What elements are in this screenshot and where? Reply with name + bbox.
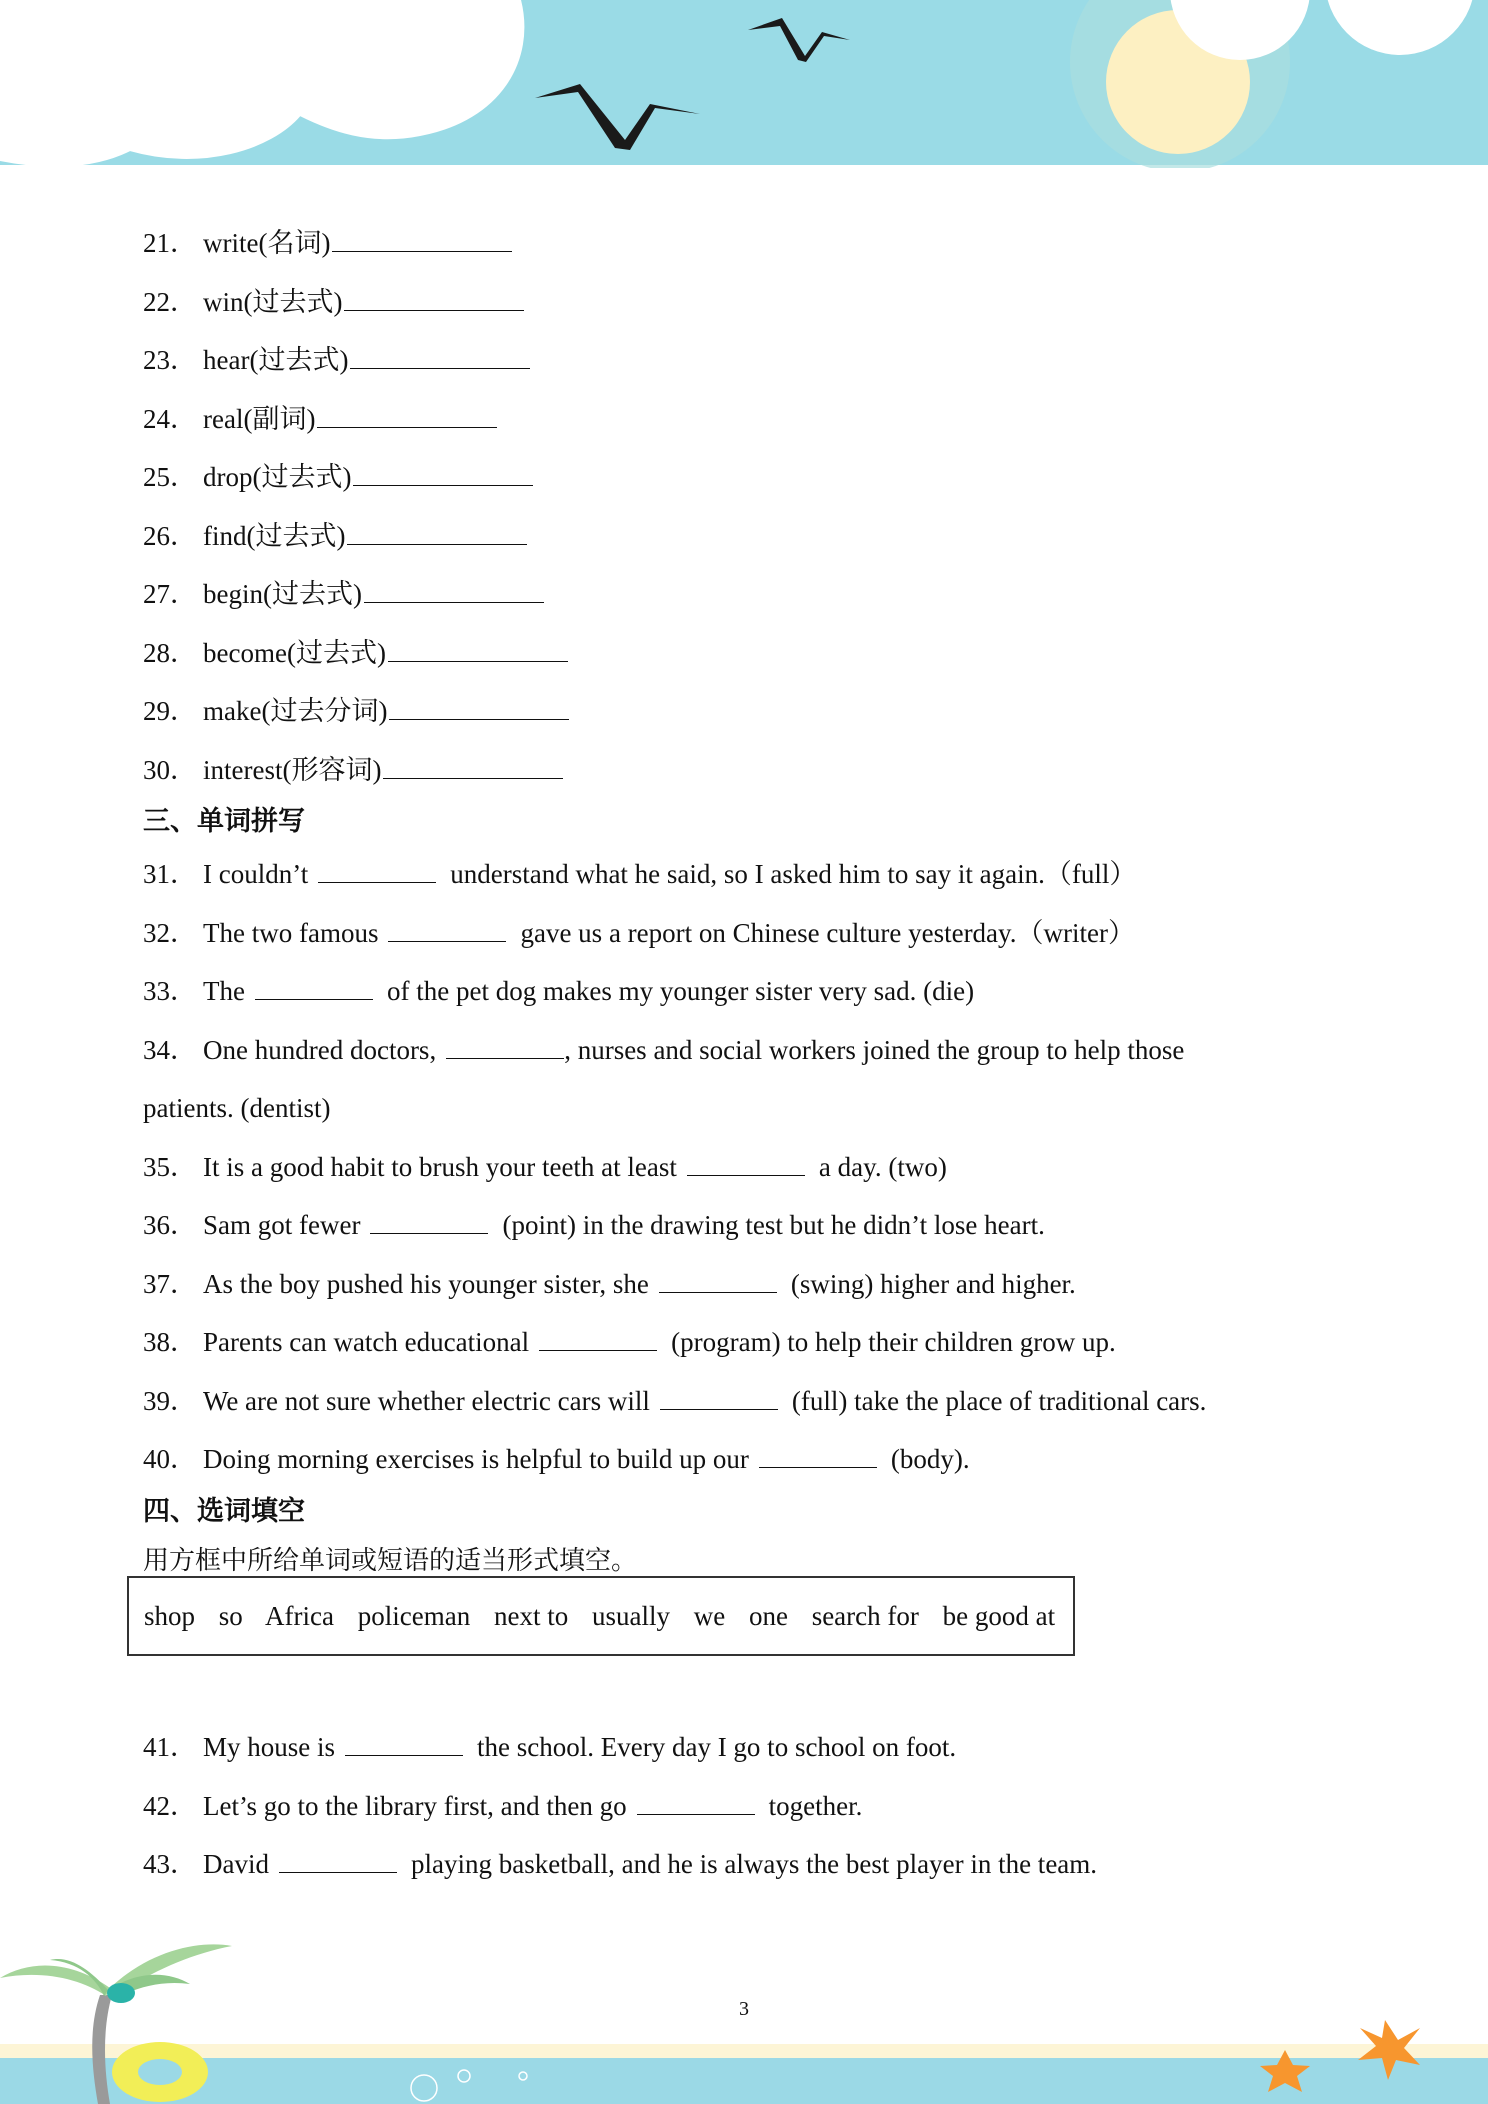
word-choice-questions [143, 1718, 1343, 1894]
question-35 [143, 1138, 1343, 1197]
answer-blank[interactable] [317, 409, 497, 428]
question-number: 23． [143, 345, 197, 375]
question-number: 24． [143, 403, 197, 434]
question-41 [143, 1718, 1343, 1777]
word-bank-item: so [218, 1601, 243, 1631]
question-prompt: drop(过去式) [203, 462, 352, 492]
question-number: 34． [143, 1034, 197, 1065]
question-text-before: We are not sure whether electric cars will [203, 1385, 650, 1416]
answer-blank[interactable] [759, 1449, 877, 1468]
section-heading-word-choice: 四、选词填空 [143, 1495, 305, 1527]
question-prompt: become(过去式) [203, 637, 386, 668]
answer-blank[interactable] [383, 760, 563, 779]
question-text-after: a day. (two) [818, 1151, 947, 1182]
question-text-after: (point) in the drawing test but he didn’t lose heart. [502, 1210, 1045, 1240]
question-text-after: of the pet dog makes my younger sister very sad. (die) [386, 976, 975, 1006]
question-31 [143, 845, 1343, 904]
question-text-after: together. [768, 1790, 863, 1821]
question-number: 40． [143, 1444, 197, 1474]
question-text-after: (body). [890, 1444, 970, 1474]
question-text-before: It is a good habit to brush your teeth at least [203, 1151, 677, 1182]
question-number: 37． [143, 1268, 197, 1299]
answer-blank[interactable] [660, 1391, 778, 1410]
question-text-before: My house is [203, 1732, 336, 1762]
question-39 [143, 1372, 1343, 1431]
question-23 [143, 331, 1343, 390]
question-text-before: Let’s go to the library first, and then go [203, 1790, 627, 1821]
question-number: 25． [143, 462, 197, 492]
answer-blank[interactable] [350, 350, 530, 369]
question-number: 41． [143, 1732, 197, 1762]
page-number: 3 [739, 1998, 749, 2020]
question-prompt: hear(过去式) [203, 345, 349, 375]
word-bank-item: shop [144, 1601, 196, 1631]
question-43 [143, 1835, 1343, 1894]
question-33 [143, 962, 1343, 1021]
answer-blank[interactable] [446, 1040, 564, 1059]
question-number: 21． [143, 228, 197, 258]
question-text-before: David [203, 1849, 269, 1879]
question-text-after: the school. Every day I go to school on foot. [477, 1732, 957, 1762]
question-text-before: The [203, 976, 245, 1006]
question-28 [143, 624, 1343, 683]
question-number: 29． [143, 696, 197, 726]
question-prompt: begin(过去式) [203, 579, 362, 609]
question-number: 36． [143, 1210, 197, 1240]
question-30 [143, 741, 1343, 800]
question-text-after: (program) to help their children grow up. [671, 1327, 1116, 1357]
question-text-after: understand what he said, so I asked him to say it again.（full） [450, 859, 1137, 889]
question-prompt: write(名词) [203, 228, 331, 258]
answer-blank[interactable] [539, 1332, 657, 1351]
question-27 [143, 565, 1343, 624]
question-37 [143, 1255, 1343, 1314]
question-prompt: find(过去式) [203, 520, 346, 551]
question-number: 32． [143, 917, 197, 948]
answer-blank[interactable] [388, 643, 568, 662]
question-text-before: The two famous [203, 917, 379, 948]
worksheet-content [143, 214, 1343, 1587]
question-number: 38． [143, 1327, 197, 1357]
question-text-before: As the boy pushed his younger sister, she [203, 1268, 649, 1299]
question-number: 39． [143, 1385, 197, 1416]
question-26 [143, 507, 1343, 566]
word-bank-item: Africa [265, 1601, 334, 1631]
question-34-continuation: patients. (dentist) [143, 1093, 331, 1123]
answer-blank[interactable] [344, 292, 524, 311]
question-text-before: Doing morning exercises is helpful to build up our [203, 1444, 749, 1474]
question-number: 27． [143, 579, 197, 609]
question-number: 30． [143, 754, 197, 785]
word-bank-item: search for [811, 1601, 919, 1631]
answer-blank[interactable] [332, 233, 512, 252]
question-29 [143, 682, 1343, 741]
answer-blank[interactable] [388, 923, 506, 942]
question-21 [143, 214, 1343, 273]
question-number: 42． [143, 1790, 197, 1821]
question-prompt: real(副词) [203, 403, 316, 434]
word-bank-item: policeman [357, 1601, 471, 1631]
question-36 [143, 1196, 1343, 1255]
question-34 [143, 1021, 1343, 1080]
question-40 [143, 1430, 1343, 1489]
question-number: 31． [143, 859, 197, 889]
word-bank-item: one [748, 1601, 788, 1631]
footer-beach-illustration [0, 1900, 1488, 2104]
question-text-after: , nurses and social workers joined the group to help those [564, 1034, 1185, 1065]
question-text-before: I couldn’t [203, 859, 309, 889]
question-text-after: (full) take the place of traditional cars. [791, 1385, 1207, 1416]
section-heading-spelling: 三、单词拼写 [143, 806, 305, 837]
answer-blank[interactable] [659, 1274, 777, 1293]
question-number: 35． [143, 1151, 197, 1182]
answer-blank[interactable] [389, 701, 569, 720]
question-42 [143, 1777, 1343, 1836]
section-instruction: 用方框中所给单词或短语的适当形式填空。 [143, 1545, 638, 1576]
answer-blank[interactable] [318, 864, 436, 883]
answer-blank[interactable] [255, 981, 373, 1000]
question-number: 26． [143, 520, 197, 551]
question-text-before: Sam got fewer [203, 1210, 361, 1240]
question-prompt: make(过去分词) [203, 696, 388, 726]
word-bank-item: usually [591, 1601, 670, 1631]
answer-blank[interactable] [370, 1215, 488, 1234]
word-bank-item: we [693, 1601, 726, 1631]
question-text-before: Parents can watch educational [203, 1327, 530, 1357]
question-number: 43． [143, 1849, 197, 1879]
question-24 [143, 390, 1343, 449]
question-38 [143, 1313, 1343, 1372]
answer-blank[interactable] [345, 1737, 463, 1756]
answer-blank[interactable] [637, 1796, 755, 1815]
word-bank-box [127, 1576, 1075, 1656]
question-prompt: interest(形容词) [203, 754, 382, 785]
question-number: 33． [143, 976, 197, 1006]
question-32 [143, 904, 1343, 963]
question-text-after: (swing) higher and higher. [790, 1268, 1076, 1299]
question-text-after: gave us a report on Chinese culture yesterday.（writer） [520, 917, 1136, 948]
question-number: 28． [143, 637, 197, 668]
answer-blank[interactable] [347, 526, 527, 545]
answer-blank[interactable] [687, 1157, 805, 1176]
question-text-before: One hundred doctors, [203, 1034, 437, 1065]
answer-blank[interactable] [364, 584, 544, 603]
word-bank-item: next to [493, 1601, 569, 1631]
question-22 [143, 273, 1343, 332]
word-bank-item: be good at [942, 1601, 1056, 1631]
answer-blank[interactable] [279, 1854, 397, 1873]
question-25 [143, 448, 1343, 507]
question-prompt: win(过去式) [203, 286, 343, 317]
question-text-after: playing basketball, and he is always the best player in the team. [410, 1849, 1098, 1879]
header-sky-illustration [0, 0, 1488, 168]
question-number: 22． [143, 286, 197, 317]
float-ring-icon [112, 2042, 208, 2102]
answer-blank[interactable] [353, 467, 533, 486]
